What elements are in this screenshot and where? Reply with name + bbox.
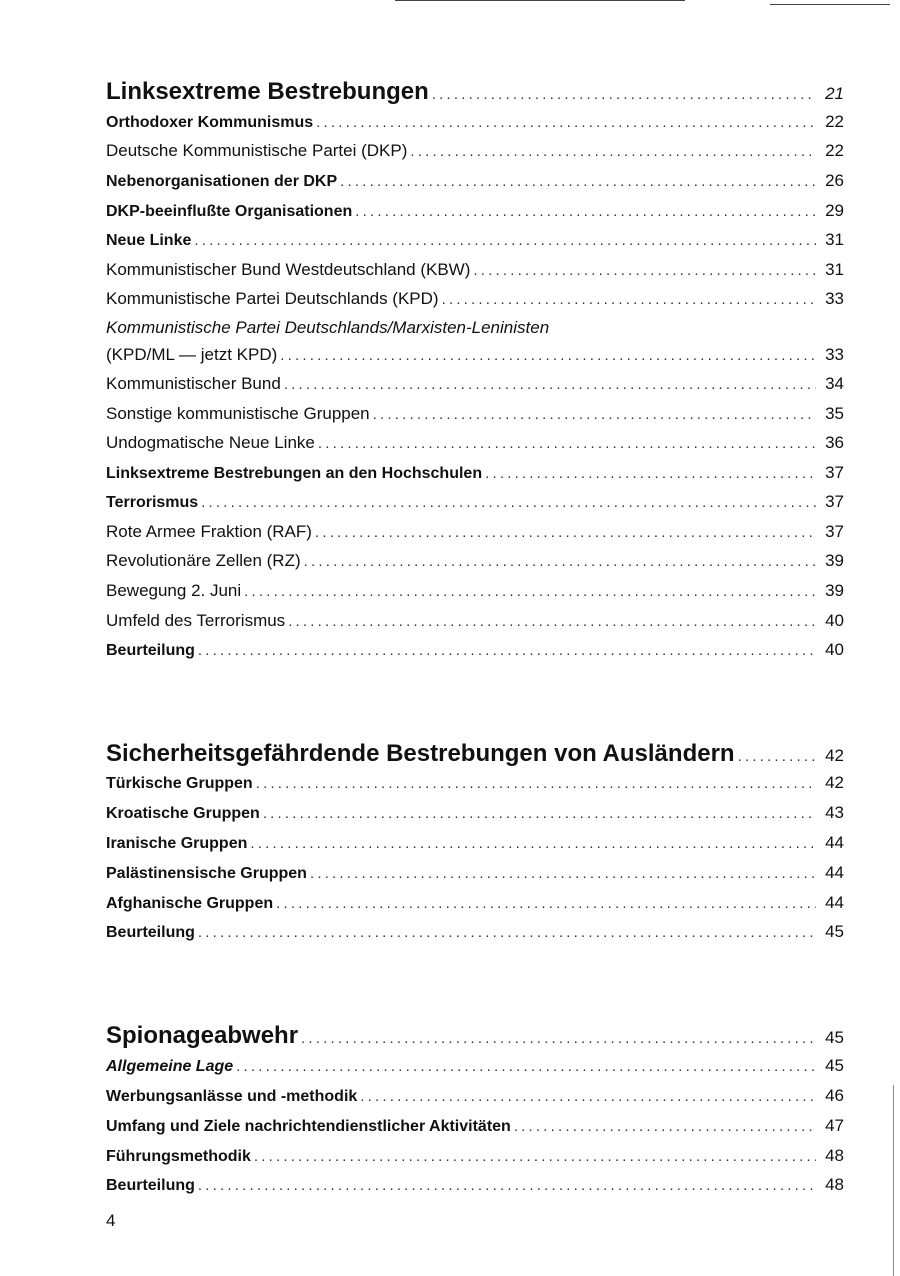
toc-entry-title: Türkische Gruppen (106, 775, 253, 792)
toc-entry-title: (KPD/ML — jetzt KPD) (106, 345, 278, 364)
leader-dots (514, 1118, 816, 1135)
toc-entry-page: 37 (825, 522, 844, 541)
leader-dots (280, 347, 816, 364)
toc-entry-title: Rote Armee Fraktion (RAF) (106, 522, 312, 541)
toc-entry-page: 34 (825, 374, 844, 393)
toc-entry-title: Kommunistische Partei Deutschlands (KPD) (106, 289, 439, 308)
toc-entry-title: Beurteilung (106, 642, 195, 659)
toc-entry-page: 39 (825, 551, 844, 570)
leader-dots (355, 203, 816, 220)
leader-dots (442, 291, 816, 308)
leader-dots (256, 775, 816, 792)
leader-dots (301, 1030, 816, 1047)
toc-entry-title: Führungsmethodik (106, 1148, 251, 1165)
leader-dots (263, 805, 816, 822)
toc-entry-page: 44 (825, 833, 844, 852)
toc-entry-page: 43 (825, 803, 844, 822)
toc-entry-title: Kommunistischer Bund Westdeutschland (KBW) (106, 260, 471, 279)
toc-entry-title: Afghanische Gruppen (106, 895, 274, 912)
toc-entry-page: 39 (825, 581, 844, 600)
toc-entry-page: 37 (825, 463, 844, 482)
toc-entry-title: Werbungsanlässe und -methodik (106, 1088, 358, 1105)
toc-entry-page: 31 (825, 260, 844, 279)
leader-dots (198, 1177, 816, 1194)
leader-dots (236, 1058, 816, 1075)
toc-entry-title: Kroatische Gruppen (106, 805, 260, 822)
toc-entry[interactable] (106, 230, 844, 250)
toc-entry[interactable] (106, 893, 844, 913)
toc-entry[interactable] (106, 463, 844, 483)
leader-dots (310, 865, 816, 882)
toc-entry-page: 44 (825, 863, 844, 882)
toc-entry[interactable] (106, 492, 844, 512)
toc-entry-title: Revolutionäre Zellen (RZ) (106, 551, 301, 570)
toc-entry-page: 40 (825, 611, 844, 630)
toc-entry-page: 47 (825, 1116, 844, 1135)
toc-entry-page: 45 (825, 1056, 844, 1075)
leader-dots (316, 114, 816, 131)
toc-entry-page: 22 (825, 112, 844, 131)
toc-entry-page: 44 (825, 893, 844, 912)
toc-entry[interactable] (106, 1056, 844, 1076)
toc-heading-page: 45 (825, 1028, 844, 1047)
toc-entry[interactable] (106, 833, 844, 853)
leader-dots (244, 583, 816, 600)
toc-entry-title: Allgemeine Lage (106, 1058, 234, 1075)
toc-entry-page: 48 (825, 1146, 844, 1165)
leader-dots (738, 748, 816, 765)
toc-entry[interactable] (106, 374, 844, 394)
leader-dots (360, 1088, 816, 1105)
toc-entry[interactable] (106, 1175, 844, 1195)
toc-entry-page: 22 (825, 141, 844, 160)
toc-heading-title: Spionageabwehr (106, 1022, 299, 1049)
toc-entry[interactable] (106, 551, 844, 571)
toc-entry-title: Deutsche Kommunistische Partei (DKP) (106, 141, 408, 160)
toc-entry-title: Beurteilung (106, 924, 195, 941)
toc-heading-page: 21 (825, 84, 844, 103)
toc-entry-title: Nebenorganisationen der DKP (106, 173, 338, 190)
leader-dots (304, 553, 816, 570)
toc-entry-page: 42 (825, 773, 844, 792)
toc-entry-page: 46 (825, 1086, 844, 1105)
toc-entry-page: 48 (825, 1175, 844, 1194)
leader-dots (485, 465, 816, 482)
leader-dots (250, 835, 816, 852)
leader-dots (318, 435, 816, 452)
leader-dots (284, 376, 816, 393)
toc-entry-page: 36 (825, 433, 844, 452)
scan-top-line (395, 0, 685, 1)
toc-entry-title: DKP-beeinflußte Organisationen (106, 203, 353, 220)
toc-entry-title: Orthodoxer Kommunismus (106, 114, 314, 131)
page-edge-mark (893, 1085, 894, 1276)
toc-entry[interactable] (106, 803, 844, 823)
toc-entry-page: 33 (825, 345, 844, 364)
toc-entry-page: 35 (825, 404, 844, 423)
leader-dots (432, 86, 816, 103)
toc-entry[interactable] (106, 112, 844, 132)
toc-entry-title: Umfang und Ziele nachrichtendienstlicher Aktivitäten (106, 1118, 511, 1135)
toc-entry[interactable] (106, 640, 844, 660)
toc-entry[interactable] (106, 141, 844, 161)
toc-heading-title: Linksextreme Bestrebungen (106, 78, 429, 105)
toc-entry-title: Umfeld des Terrorismus (106, 611, 286, 630)
toc-heading[interactable] (106, 78, 844, 106)
toc-entry-page: 45 (825, 922, 844, 941)
leader-dots (201, 494, 816, 511)
toc-entry[interactable] (106, 1086, 844, 1106)
toc-entry[interactable] (106, 1146, 844, 1166)
leader-dots (288, 613, 816, 630)
toc-entry-title: Terrorismus (106, 494, 199, 511)
toc-entry[interactable] (106, 289, 844, 309)
toc-entry-page: 26 (825, 171, 844, 190)
toc-entry[interactable] (106, 433, 844, 453)
toc-entry-page: 31 (825, 230, 844, 249)
page-number: 4 (106, 1211, 116, 1230)
scan-top-line-right (770, 4, 890, 5)
toc-entry-title: Linksextreme Bestrebungen an den Hochschulen (106, 465, 483, 482)
toc-entry-title: Neue Linke (106, 232, 192, 249)
leader-dots (410, 143, 816, 160)
leader-dots (315, 524, 816, 541)
toc-entry-page: 33 (825, 289, 844, 308)
leader-dots (254, 1148, 816, 1165)
leader-dots (340, 173, 816, 190)
toc-entry-title-line1: Kommunistische Partei Deutschlands/Marxisten-Leninisten (106, 318, 550, 337)
toc-entry[interactable] (106, 260, 844, 280)
toc-entry-title: Iranische Gruppen (106, 835, 248, 852)
leader-dots (473, 262, 816, 279)
leader-dots (194, 232, 816, 249)
toc-entry[interactable] (106, 404, 844, 424)
toc-entry[interactable] (106, 345, 844, 365)
leader-dots (198, 924, 816, 941)
toc-entry-title: Palästinensische Gruppen (106, 865, 307, 882)
toc-heading[interactable] (106, 1022, 844, 1050)
toc-entry-title: Bewegung 2. Juni (106, 581, 242, 600)
toc-entry-title: Undogmatische Neue Linke (106, 433, 315, 452)
leader-dots (198, 642, 816, 659)
toc-entry-title: Kommunistischer Bund (106, 374, 281, 393)
toc-heading-page: 42 (825, 746, 844, 765)
toc-entry[interactable] (106, 522, 844, 542)
toc-heading-title: Sicherheitsgefährdende Bestrebungen von Ausländern (106, 740, 735, 767)
leader-dots (373, 406, 816, 423)
leader-dots (276, 895, 816, 912)
toc-entry-page: 37 (825, 492, 844, 511)
toc-entry-title: Sonstige kommunistische Gruppen (106, 404, 370, 423)
toc-entry[interactable] (106, 171, 844, 191)
toc-entry[interactable] (106, 922, 844, 942)
toc-entry[interactable] (106, 581, 844, 601)
toc-entry[interactable] (106, 611, 844, 631)
toc-entry[interactable] (106, 1116, 844, 1136)
toc-heading[interactable] (106, 740, 844, 768)
toc-entry-title: Beurteilung (106, 1177, 195, 1194)
toc-entry[interactable] (106, 863, 844, 883)
toc-entry-page: 40 (825, 640, 844, 659)
toc-entry[interactable] (106, 201, 844, 221)
toc-entry[interactable] (106, 773, 844, 793)
toc-entry-page: 29 (825, 201, 844, 220)
